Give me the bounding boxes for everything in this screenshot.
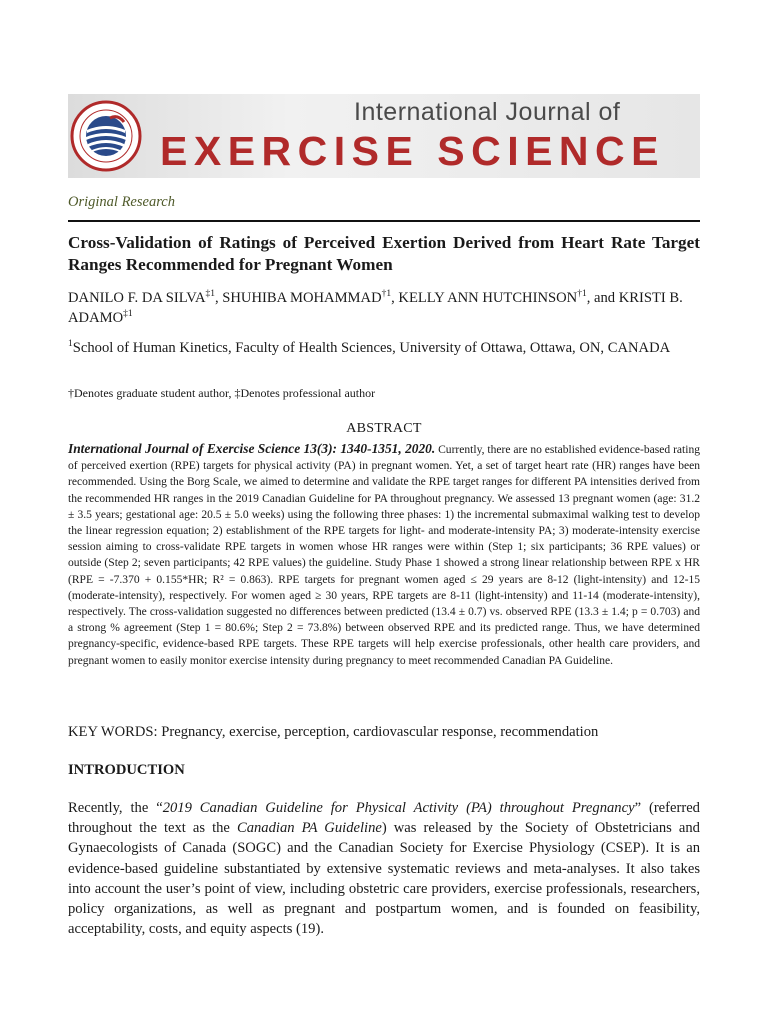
header-rule [68, 220, 700, 222]
journal-name-line2: EXERCISE SCIENCE [160, 128, 665, 174]
affiliation-mark: 1 [68, 339, 73, 350]
intro-text: Recently, the “ [68, 800, 163, 816]
journal-name-line1: International Journal of [354, 98, 621, 126]
intro-text: ) was released by the Society of Obstetricians and Gynaecologists of Canada (SOGC) and the Canadian Society for Exercise Physiology (CSEP). It is an evidence-based guideline substantiated by extensive systematic reviews and meta-analyses. It also takes into account the user’s point of view, including obstetric care providers, exercise professionals, researchers, policy organizations, as well as pregnant and postpartum women, and is founded on feasibility, acceptability, costs, and equity aspects (19). [68, 820, 700, 938]
author-marks: †1 [577, 289, 587, 300]
intro-guideline-short: Canadian PA Guideline [236, 820, 382, 837]
affiliation-text: School of Human Kinetics, Faculty of Health Sciences, University of Ottawa, Ottawa, ON, CANADA [72, 340, 671, 356]
author-name: DANILO F. DA SILVA [68, 290, 206, 306]
introduction-heading: INTRODUCTION [68, 762, 185, 778]
intro-text: ” (referred throughout the text as the [68, 800, 700, 837]
author-marks: ‡1 [205, 289, 215, 300]
abstract-heading: ABSTRACT [346, 421, 422, 436]
author-list: DANILO F. DA SILVA$^{\ddagger 1}$, SHUHIBA MOHAMMAD$^{\dagger 1}$, KELLY ANN HUTCHINSON$^{\dagger 1}$, and KRISTI B. ADAMO$^{\ddagger 1}$ [68, 289, 683, 326]
abstract-citation: International Journal of Exercise Science 13(3): 1340-1351, 2020. [68, 441, 436, 456]
author-name: KELLY ANN HUTCHINSON [398, 290, 578, 306]
journal-logo [70, 100, 142, 172]
author-name: SHUHIBA MOHAMMAD [222, 290, 382, 306]
journal-banner [68, 94, 700, 178]
keywords: KEY WORDS: Pregnancy, exercise, perception, cardiovascular response, recommendation [68, 724, 599, 740]
author-name: KRISTI B. ADAMO [68, 290, 683, 326]
affiliation [68, 338, 700, 358]
article-title: Cross-Validation of Ratings of Perceived Exertion Derived from Heart Rate Target Ranges Recommended for Pregnant Women [68, 233, 700, 274]
abstract-text: Currently, there are no established evidence-based rating of perceived exertion (RPE) targets for physical activity (PA) in pregnant women. Yet, a set of target heart rate (HR) ranges have been recommended. Using the Borg Scale, we aimed to determine and validate the RPE target ranges for different PA intensities derived from the recommended HR ranges in the 2019 Canadian Guideline for PA throughout pregnancy. We assessed 13 pregnant women (age: 31.2 ± 3.5 years; gestational age: 20.5 ± 5.0 weeks) using the following three phases: 1) the incremental submaximal walking test to develop the linear regression equation; 2) establishment of the RPE targets for light- and moderate-intensity PA; 3) moderate-intensity exercise session aiming to cross-validate RPE targets in women whose HR ranges were within (Step 1; six participants; 36 RPE values) or outside (Step 2; seven participants; 42 RPE values) the guideline. Study Phase 1 showed a strong linear relationship between RPE x HR (RPE = -7.370 + 0.155*HR; R² = 0.863). RPE targets for pregnant women aged ≤ 29 years are 8-12 (light-intensity) and 12-15 (moderate-intensity), respectively. For women aged ≥ 30 years, RPE targets are 8-11 (light-intensity) and 11-14 (moderate-intensity), respectively. The cross-validation suggested no differences between predicted (13.4 ± 0.7) vs. observed RPE (13.3 ± 1.4; p = 0.703) and a strong % agreement (Step 1 = 80.6%; Step 2 = 73.8%) between observed RPE and its predicted range. Thus, we have determined pregnancy-specific, evidence-based RPE targets. These RPE targets will help exercise professionals, other health care providers, and pregnant women to easily monitor exercise intensity during pregnancy to meet recommended Canadian PA Guideline. [68, 444, 701, 667]
section-label: Original Research [68, 194, 175, 210]
author-marks: †1 [381, 289, 392, 300]
intro-guideline-title: 2019 Canadian Guideline for Physical Activity (PA) throughout Pregnancy [162, 800, 635, 816]
author-note: †Denotes graduate student author, ‡Denotes professional author [68, 386, 376, 400]
introduction-paragraph [68, 798, 700, 939]
authors-joiner: , and [586, 290, 616, 306]
abstract-body [68, 441, 700, 669]
author-marks: ‡1 [123, 309, 133, 320]
